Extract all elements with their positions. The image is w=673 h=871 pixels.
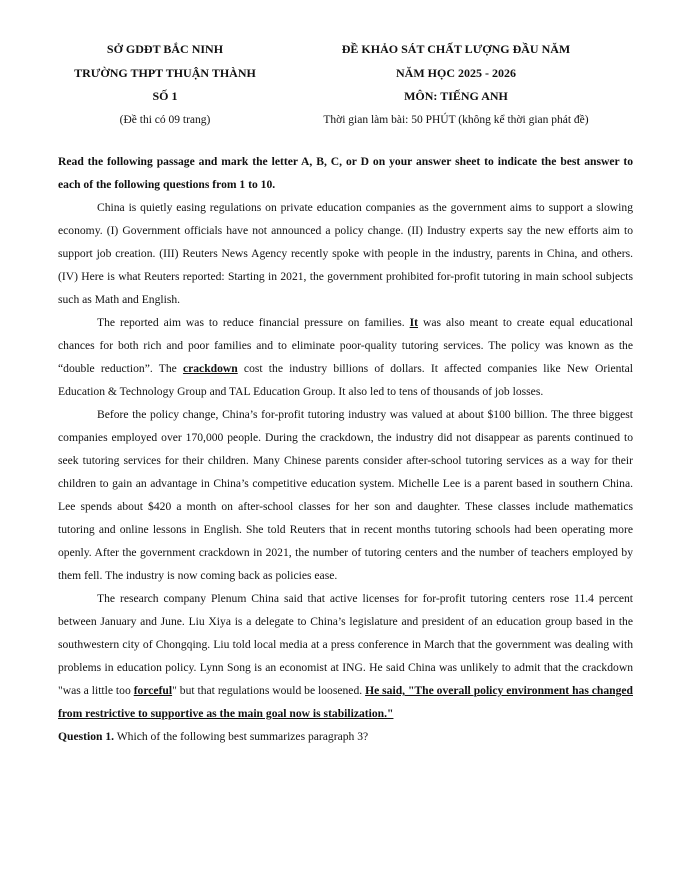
school-header [45, 38, 285, 132]
question-label: Question 1. [58, 730, 115, 743]
question-text: Which of the following best summarizes paragraph 3? [114, 730, 369, 743]
paragraph-4 [58, 587, 633, 725]
question-1 [58, 725, 633, 748]
school-number: SỐ 1 [152, 89, 178, 103]
paragraph-2 [58, 311, 633, 403]
p2-text-c: cost the industry billions of dollars. It affected companies like New Oriental Education & Technology Group and TAL Education Group. It also led to tens of thousands of job losses. [58, 362, 633, 398]
school-name: TRƯỜNG THPT THUẬN THÀNH [74, 65, 256, 80]
underlined-crackdown: crackdown [182, 362, 238, 375]
department-name: SỞ GDĐT BẮC NINH [106, 42, 224, 56]
instruction: Read the following passage and mark the letter A, B, C, or D on your answer sheet to indicate the best answer to each of the following questions from 1 to 10. [58, 155, 633, 191]
reading-passage [58, 150, 633, 748]
time-limit: Thời gian làm bài: 50 PHÚT (không kể thời gian phát đề) [323, 113, 589, 126]
p4-text-b: " but that regulations would be loosened. [172, 684, 366, 697]
underlined-quote: He said, "The overall policy environment has changed from restrictive to supportive as the main goal now is stabilization." [58, 684, 633, 720]
page-count-note: (Đề thi có 09 trang) [119, 113, 211, 126]
paragraph-1: China is quietly easing regulations on private education companies as the government aims to support a slowing economy. (I) Government officials have not announced a policy change. (II) Industry experts say the new efforts aim to support job creation. (III) Reuters News Agency recently spoke with people in the industry, parents in China, and others. (IV) Here is what Reuters reported: Starting in 2021, the government prohibited for-profit tutoring in main school subjects such as Math and English. [58, 201, 633, 306]
p4-text-a: The research company Plenum China said that active licenses for for-profit tutoring centers rose 11.4 percent between January and June. Liu Xiya is a delegate to China’s legislature and president of an education group based in the southwestern city of Chongqing. Liu told local media at a press conference in March that the government was dealing with problems in education policy. Lynn Song is an economist at ING. He said China was unlikely to admit that the crackdown "was a little too [58, 592, 633, 697]
subject: MÔN: TIẾNG ANH [404, 89, 508, 103]
p2-text-a: The reported aim was to reduce financial pressure on families. [97, 316, 410, 329]
school-year: NĂM HỌC 2025 - 2026 [396, 65, 516, 80]
paragraph-3: Before the policy change, China’s for-profit tutoring industry was valued at about $100 billion. The three biggest companies employed over 170,000 people. During the crackdown, the industry did not disappear as parents continued to seek tutoring services for their children. Many Chinese parents consider after-school tutoring services as a way for their children to gain an advantage in China’s competitive education system. Michelle Lee is a parent based in southern China. Lee spends about $420 a month on after-school classes for her son and daughter. These classes include mathematics tutoring and online lessons in English. She told Reuters that in recent months tutoring schools had been operating more openly. After the government crackdown in 2021, the number of tutoring centers and the number of teachers employed by them fell. The industry is now coming back as policies ease. [58, 408, 633, 582]
exam-title: ĐỀ KHẢO SÁT CHẤT LƯỢNG ĐẦU NĂM [341, 42, 571, 56]
underlined-forceful: forceful [133, 684, 173, 697]
exam-header [286, 38, 626, 132]
underlined-it: It [409, 316, 418, 329]
p2-text-b: was also meant to create equal educational chances for both rich and poor families and to eliminate poor-quality tutoring services. The policy was known as the “double reduction”. The [58, 316, 633, 375]
